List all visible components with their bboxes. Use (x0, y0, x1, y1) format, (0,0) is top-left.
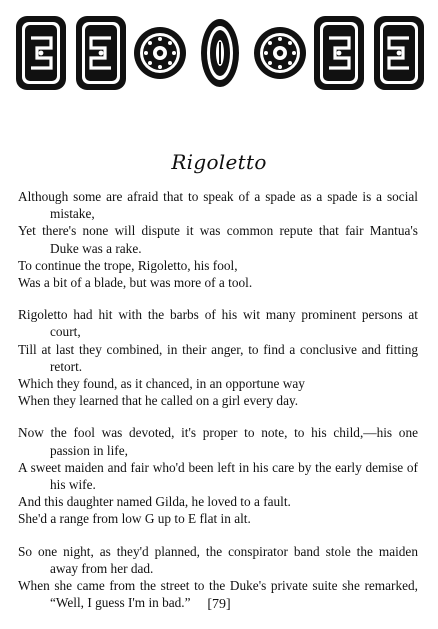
sun-ornament-icon (253, 14, 307, 92)
stanza-3 (18, 424, 418, 527)
poem-body (18, 188, 418, 626)
poem-line: Yet there's none will dispute it was common repute that fair Mantua's Duke was a rake. (18, 223, 418, 256)
scroll-ornament-icon (74, 14, 128, 92)
sun-ornament-icon (133, 14, 187, 92)
stanza-1 (18, 188, 418, 291)
poem-line: Which they found, as it chanced, in an opportune way (18, 376, 305, 392)
stanza-2 (18, 306, 418, 409)
poem-line: When they learned that he called on a girl every day. (18, 393, 299, 409)
poem-line: So one night, as they'd planned, the conspirator band stole the maiden away from her dad. (18, 543, 418, 576)
poem-line: Now the fool was devoted, it's proper to note, to his child,—his one passion in life, (18, 425, 418, 458)
poem-line: A sweet maiden and fair who'd been left in his care by the early demise of his wife. (18, 459, 418, 493)
leaf-ornament-icon (193, 14, 247, 92)
header-ornament (14, 14, 426, 92)
poem-line: Rigoletto had hit with the barbs of his wit many prominent persons at court, (18, 307, 418, 340)
scroll-ornament-icon (312, 14, 366, 92)
poem-line: To continue the trope, Rigoletto, his fool, (18, 257, 238, 273)
scroll-ornament-icon (14, 14, 68, 92)
poem-line: Was a bit of a blade, but was more of a tool. (18, 275, 253, 291)
page-number: [79] (207, 597, 231, 612)
scroll-ornament-icon (372, 14, 426, 92)
poem-line: Although some are afraid that to speak of a spade as a spade is a social mistake, (18, 189, 418, 222)
poem-line: And this daughter named Gilda, he loved to a fault. (18, 494, 291, 510)
poem-line: Till at last they combined, in their anger, to find a conclusive and fitting retort. (18, 341, 418, 374)
poem-title: Rigoletto (171, 150, 267, 174)
poem-line: When she came from the street to the Duke's private suite she remarked, “Well, I guess I'm in bad.” (18, 578, 418, 611)
poem-line: She'd a range from low G up to E flat in alt. (18, 511, 251, 527)
